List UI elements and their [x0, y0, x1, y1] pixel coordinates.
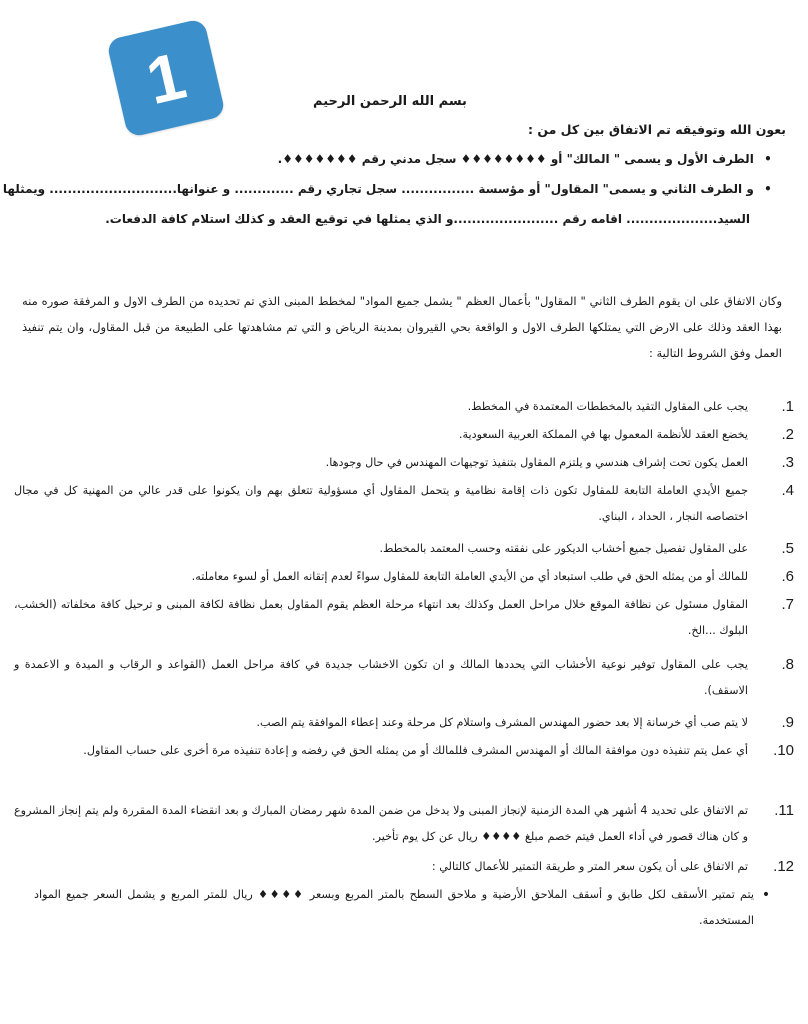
condition-number: 12. [773, 858, 794, 875]
condition-text: يجب على المقاول التقيد بالمخططات المعتمدة في المخطط. [467, 400, 748, 413]
intro-line: بعون الله وتوفيقه تم الاتفاق بين كل من : [527, 122, 786, 137]
condition-item [14, 536, 794, 562]
party-second [3, 182, 778, 196]
condition-item [14, 854, 794, 880]
condition-item [14, 478, 794, 530]
party-first [278, 152, 778, 166]
condition-text: تم الاتفاق على أن يكون سعر المتر و طريقة التمتير للأعمال كالتالي : [431, 860, 748, 873]
condition-text: المقاول مسئول عن نظافة الموقع خلال مراحل العمل وكذلك بعد انتهاء مرحلة العظم يقوم المقاول بعمل نظافة لكافة المبنى و ترحيل كافة مخلفاته (الخشب، البلوك ...الخ. [14, 598, 748, 637]
condition-item [14, 652, 794, 704]
pricing-bullet [34, 882, 774, 934]
bullet-icon: • [764, 152, 772, 166]
condition-text: على المقاول تفصيل جميع أخشاب الديكور على نفقته وحسب المعتمد بالمخطط. [379, 542, 748, 555]
agreement-paragraph: وكان الاتفاق على ان يقوم الطرف الثاني " المقاول" بأعمال العظم " يشمل جميع المواد" لمخطط المبنى الذي تم تحديده من الطرف الاول و المرفقة صوره منه بهذا العقد وذلك على الارض التي يمتلكها الطرف الاول و الواقعة بحي القيروان بمدينة الرياض و التي تم مشاهدتها على الطبيعة من قبل المقاول، وان يتم تنفيذ العمل وفق الشروط التالية : [22, 294, 782, 360]
condition-text: جميع الأيدي العاملة التابعة للمقاول تكون ذات إقامة نظامية و يتحمل المقاول أي مسؤولية تتعلق بهم وان يكونوا على قدر عالي من المهنية كل في مجال اختصاصه النجار ، الحداد ، البناي. [14, 484, 748, 523]
party-second-text-line1: و الطرف الثاني و يسمى" المقاول" أو مؤسسة ................ سجل تجاري رقم ............. و عنوانها............................ ويمثلها [2, 182, 754, 196]
badge-number: 1 [139, 37, 193, 119]
condition-item [14, 450, 794, 476]
condition-item [14, 738, 794, 764]
condition-text: للمالك أو من يمثله الحق في طلب استبعاد أي من الأيدي العاملة التابعة للمقاول سواءً لعدم إتقانه العمل أو لسوء معاملته. [191, 570, 748, 583]
bullet-icon: • [764, 182, 772, 196]
bullet-icon: • [761, 887, 771, 903]
condition-number: 4. [781, 482, 794, 499]
party-first-text: الطرف الأول و يسمى " المالك" أو ♦♦♦♦♦♦♦♦ سجل مدني رقم ♦♦♦♦♦♦♦. [277, 152, 754, 166]
condition-number: 8. [781, 656, 794, 673]
condition-text: يجب على المقاول توفير نوعية الأخشاب التي يحددها المالك و ان تكون الاخشاب جديدة في كافة مراحل العمل (القواعد و الرقاب و الميدة و الاعمدة و الاسقف). [14, 658, 748, 697]
condition-text: لا يتم صب أي خرسانة إلا بعد حضور المهندس المشرف واستلام كل مرحلة وعند إعطاء الموافقة يتم الصب. [256, 716, 748, 729]
condition-text: أي عمل يتم تنفيذه دون موافقة المالك أو المهندس المشرف فللمالك أو من يمثله الحق في رفضه و إعادة تنفيذه مرة أخرى على حساب المقاول. [83, 744, 748, 757]
condition-number: 9. [781, 714, 794, 731]
condition-number: 1. [781, 398, 794, 415]
condition-item [14, 422, 794, 448]
condition-number: 7. [781, 596, 794, 613]
basmala-heading: بسم الله الرحمن الرحيم [313, 94, 467, 109]
condition-number: 3. [781, 454, 794, 471]
condition-item [14, 710, 794, 736]
condition-number: 6. [781, 568, 794, 585]
condition-text: العمل يكون تحت إشراف هندسي و يلتزم المقاول بتنفيذ توجيهات المهندس في حال وجودها. [325, 456, 748, 469]
condition-number: 11. [774, 802, 794, 819]
condition-text: تم الاتفاق على تحديد 4 أشهر هي المدة الزمنية لإنجاز المبنى ولا يدخل من ضمن المدة شهر رمضان المبارك و بعد انقضاء المدة المقررة ولم يتم إنجاز المشروع و كان هناك قصور في أداء العمل فيتم خصم مبلغ ♦♦♦♦ ريال عن كل يوم تأخير. [14, 804, 748, 843]
condition-item [14, 592, 794, 644]
condition-item [14, 394, 794, 420]
condition-item [14, 798, 794, 850]
condition-number: 10. [773, 742, 794, 759]
party-second-text-line2: السيد.................... اقامه رقم .......................و الذي يمثلها في توقيع العقد و كذلك استلام كافة الدفعات. [105, 212, 750, 226]
pricing-bullet-text: يتم تمتير الأسقف لكل طابق و أسقف الملاحق الأرضية و ملاحق السطح بالمتر المربع وبسعر ♦♦♦♦ ريال للمتر المربع و يشمل السعر جميع المواد المستخدمة. [34, 888, 754, 927]
condition-item [14, 564, 794, 590]
condition-number: 2. [781, 426, 794, 443]
condition-number: 5. [781, 540, 794, 557]
condition-text: يخضع العقد للأنظمة المعمول بها في المملكة العربية السعودية. [458, 428, 748, 441]
number-badge [106, 18, 226, 138]
